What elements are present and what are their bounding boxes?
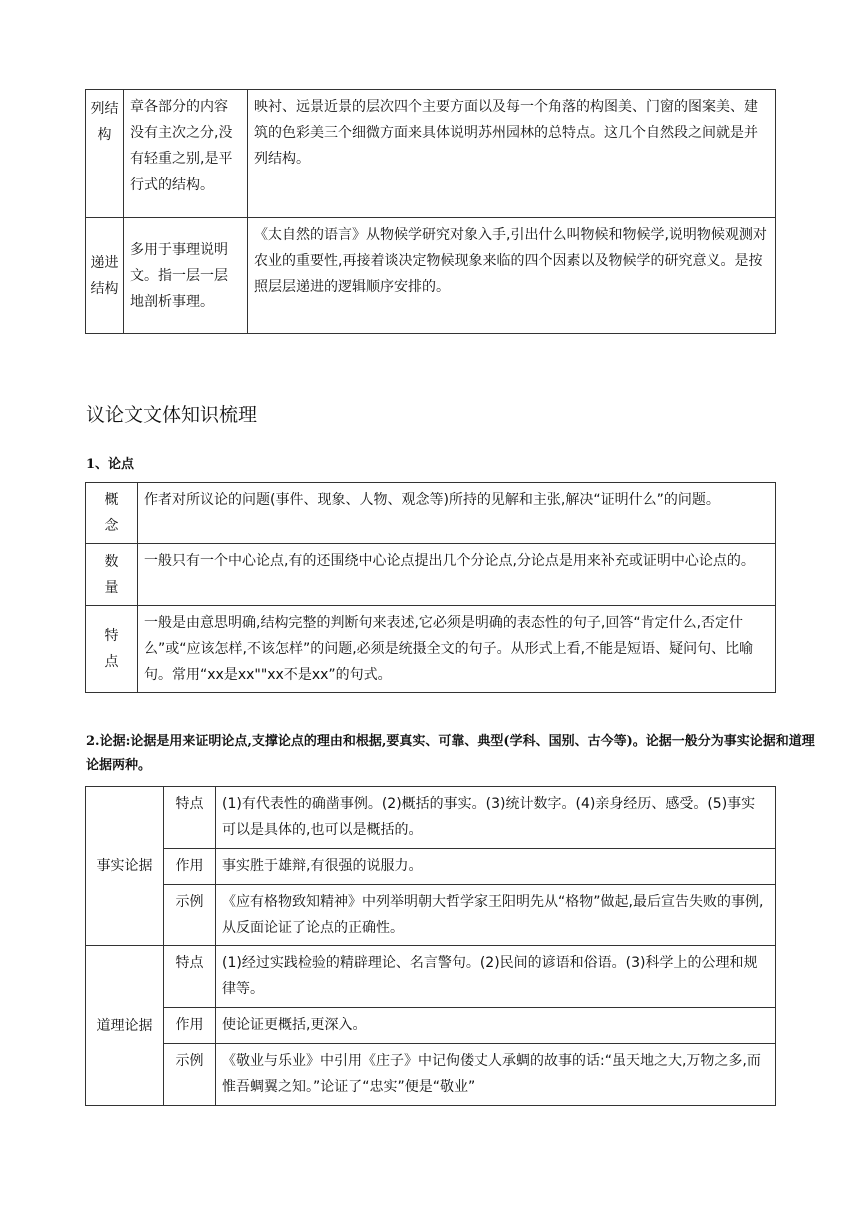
table-row bbox=[86, 885, 776, 946]
section-title: 议论文文体知识梳理 bbox=[86, 404, 258, 426]
evidence-key: 作用 bbox=[164, 1008, 216, 1044]
evidence-key: 特点 bbox=[164, 946, 216, 1008]
point-heading: 1、论点 bbox=[86, 457, 135, 472]
evidence-text: 《应有格物致知精神》中列举明朝大哲学家王阳明先从“格物”做起,最后宣告失败的事例, 从反面论证了论点的正确性。 bbox=[216, 885, 776, 946]
point-text: 作者对所议论的问题(事件、现象、人物、观念等)所持的见解和主张,解决“证明什么”的问题。 bbox=[138, 483, 776, 544]
table-row bbox=[86, 1008, 776, 1044]
evidence-key: 示例 bbox=[164, 1044, 216, 1106]
evidence-key: 作用 bbox=[164, 849, 216, 885]
structure-example: 《太自然的语言》从物候学研究对象入手,引出什么叫物候和物候学,说明物候观测对农业的重要性,再接着谈决定物候现象来临的四个因素以及物候学的研究意义。是按照层层递进的逻辑顺序安排的。 bbox=[248, 218, 776, 334]
table-row bbox=[86, 1044, 776, 1106]
structure-desc: 多用于事理说明文。指一层一层地剖析事理。 bbox=[124, 218, 248, 334]
structure-label: 递进结构 bbox=[86, 218, 124, 334]
evidence-key: 示例 bbox=[164, 885, 216, 946]
evidence-key: 特点 bbox=[164, 787, 216, 849]
structure-example: 映衬、远景近景的层次四个主要方面以及每一个角落的构图美、门窗的图案美、建筑的色彩美三个细微方面来具体说明苏州园林的总特点。这几个自然段之间就是并列结构。 bbox=[248, 90, 776, 218]
structure-table bbox=[85, 89, 776, 334]
point-label: 特点 bbox=[86, 606, 138, 693]
evidence-text: 事实胜于雄辩,有很强的说服力。 bbox=[216, 849, 776, 885]
point-label: 概念 bbox=[86, 483, 138, 544]
point-table bbox=[85, 482, 776, 693]
table-row bbox=[86, 218, 776, 334]
table-row bbox=[86, 483, 776, 544]
structure-label: 列结构 bbox=[86, 90, 124, 218]
evidence-text: 《敬业与乐业》中引用《庄子》中记佝偻丈人承蜩的故事的话:“虽天地之大,万物之多,而惟吾蜩翼之知。”论证了“忠实”便是“敬业” bbox=[216, 1044, 776, 1106]
point-text: 一般只有一个中心论点,有的还围绕中心论点提出几个分论点,分论点是用来补充或证明中心论点的。 bbox=[138, 544, 776, 606]
evidence-text: (1)经过实践检验的精辟理论、名言警句。(2)民间的谚语和俗语。(3)科学上的公理和规律等。 bbox=[216, 946, 776, 1008]
table-row bbox=[86, 544, 776, 606]
structure-desc: 章各部分的内容没有主次之分,没有轻重之别,是平行式的结构。 bbox=[124, 90, 248, 218]
evidence-table bbox=[85, 786, 776, 1106]
point-label: 数量 bbox=[86, 544, 138, 606]
evidence-paragraph: 2.论据:论据是用来证明论点,支撑论点的理由和根据,要真实、可靠、典型(学科、国别、古今等)。论据一般分为事实论据和道理论据两种。 bbox=[86, 734, 815, 773]
evidence-text: (1)有代表性的确凿事例。(2)概括的事实。(3)统计数字。(4)亲身经历、感受。(5)事实可以是具体的,也可以是概括的。 bbox=[216, 787, 776, 849]
evidence-group-name: 事实论据 bbox=[86, 787, 164, 946]
evidence-group-name: 道理论据 bbox=[86, 946, 164, 1106]
table-row bbox=[86, 946, 776, 1008]
table-row bbox=[86, 90, 776, 218]
table-row bbox=[86, 606, 776, 693]
table-row bbox=[86, 849, 776, 885]
evidence-text: 使论证更概括,更深入。 bbox=[216, 1008, 776, 1044]
point-text: 一般是由意思明确,结构完整的判断句来表述,它必须是明确的表态性的句子,回答“肯定什么,否定什么”或“应该怎样,不该怎样”的问题,必须是统摄全文的句子。从形式上看,不能是短语、疑问句、比喻句。常用“xx是xx""xx不是xx”的句式。 bbox=[138, 606, 776, 693]
table-row bbox=[86, 787, 776, 849]
